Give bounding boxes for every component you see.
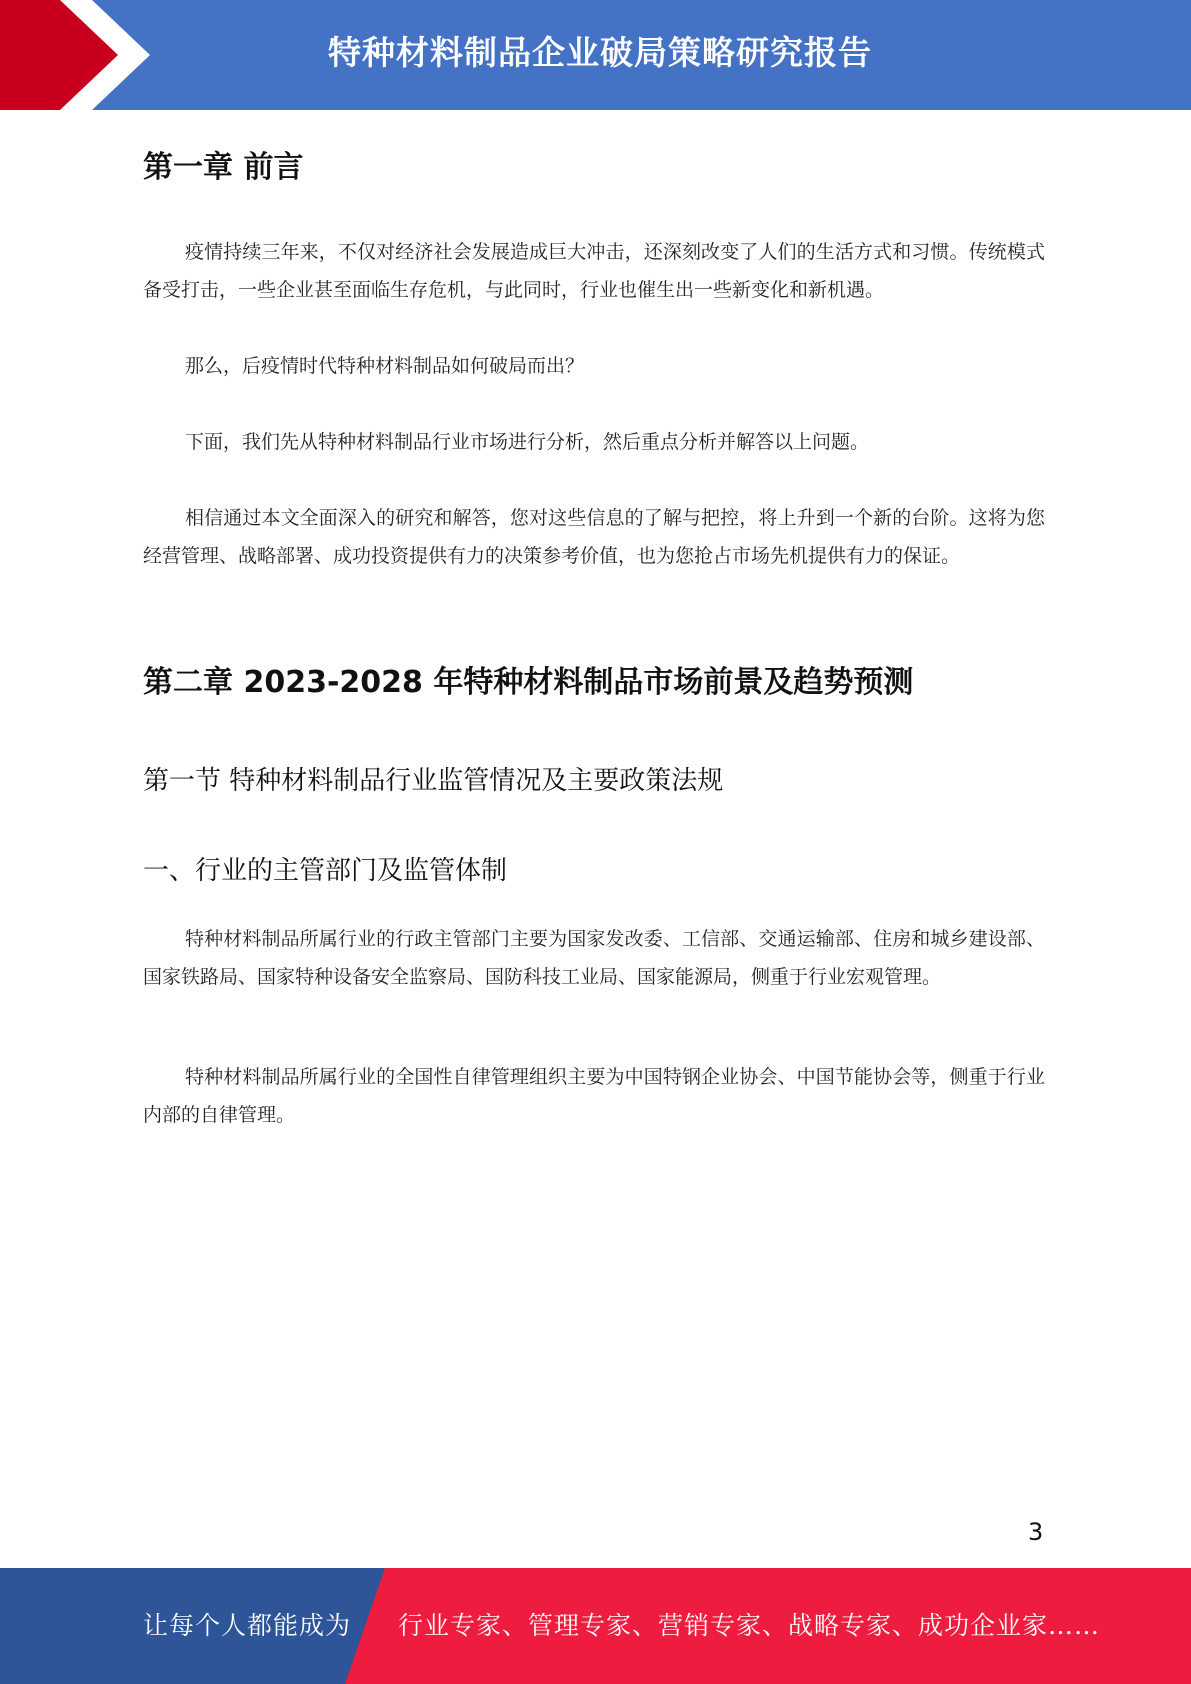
footer-slogan-right: 行业专家、管理专家、营销专家、战略专家、成功企业家…… — [398, 1611, 1101, 1640]
chapter-1-title: 第一章 前言 — [143, 150, 304, 185]
section-1-title: 第一节 特种材料制品行业监管情况及主要政策法规 — [143, 766, 724, 796]
page-number: 3 — [1028, 1518, 1044, 1546]
header-chevron-decoration — [0, 0, 160, 110]
body-paragraph: 特种材料制品所属行业的全国性自律管理组织主要为中国特钢企业协会、中国节能协会等，侧重于行业内部的自律管理。 — [143, 1066, 1045, 1126]
subsection-1-title: 一、行业的主管部门及监管体制 — [143, 856, 508, 886]
intro-paragraph: 那么，后疫情时代特种材料制品如何破局而出？ — [185, 355, 585, 377]
footer-slogan-left: 让每个人都能成为 — [143, 1611, 352, 1640]
page-footer — [0, 1568, 1191, 1684]
intro-paragraph: 疫情持续三年来，不仅对经济社会发展造成巨大冲击，还深刻改变了人们的生活方式和习惯。传统模式备受打击，一些企业甚至面临生存危机，与此同时，行业也催生出一些新变化和新机遇。 — [143, 241, 1045, 301]
body-paragraph: 特种材料制品所属行业的行政主管部门主要为国家发改委、工信部、交通运输部、住房和城乡建设部、国家铁路局、国家特种设备安全监察局、国防科技工业局、国家能源局，侧重于行业宏观管理。 — [143, 928, 1045, 988]
intro-paragraph: 相信通过本文全面深入的研究和解答，您对这些信息的了解与把控，将上升到一个新的台阶。这将为您经营管理、战略部署、成功投资提供有力的决策参考价值，也为您抢占市场先机提供有力的保证。 — [143, 507, 1045, 567]
page-header — [0, 0, 1191, 110]
chapter-2-title: 第二章 2023-2028 年特种材料制品市场前景及趋势预测 — [143, 665, 914, 700]
intro-paragraph: 下面，我们先从特种材料制品行业市场进行分析，然后重点分析并解答以上问题。 — [185, 431, 870, 453]
report-title: 特种材料制品企业破局策略研究报告 — [328, 33, 872, 72]
